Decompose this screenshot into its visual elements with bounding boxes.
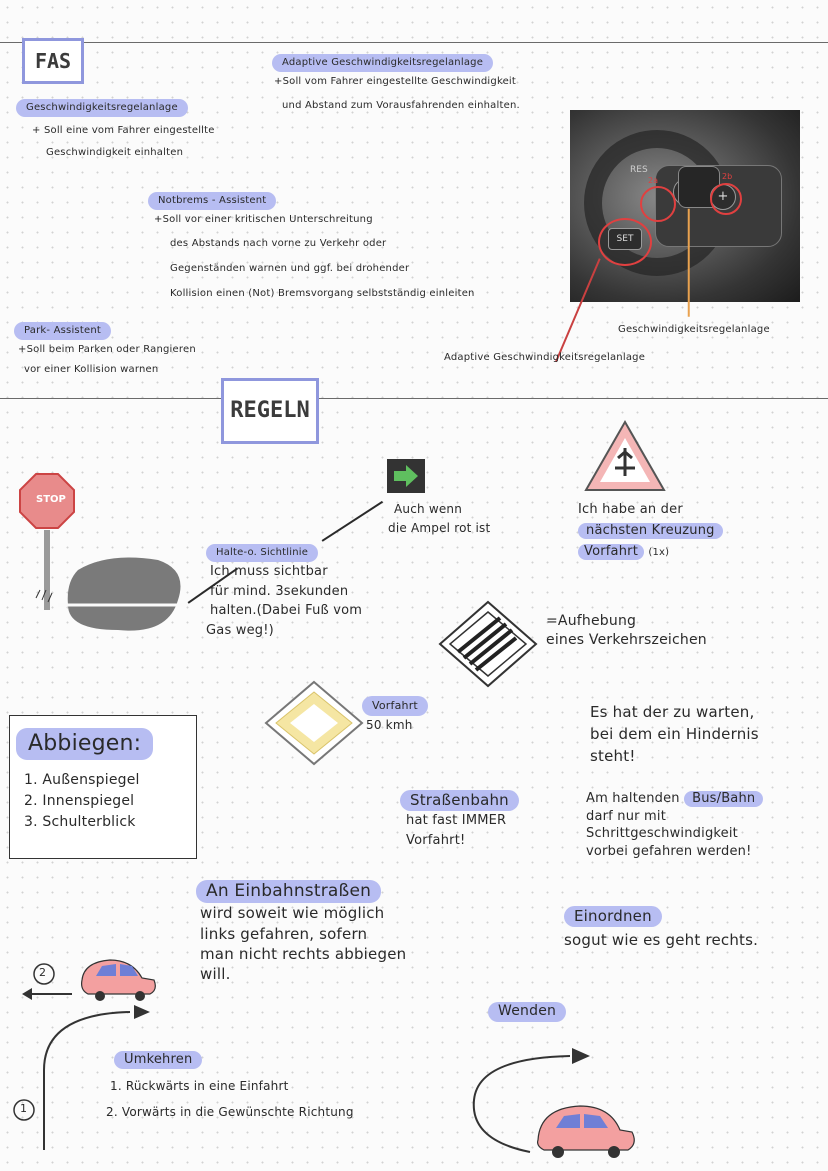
abbiegen-item-1: 1. Außenspiegel (24, 772, 140, 788)
vorfahrtstrasse-speed: 50 kmh (366, 717, 413, 732)
tag-2b: 2b (722, 172, 733, 181)
pointer-gra (688, 209, 690, 317)
ring-set (598, 218, 652, 266)
gruenpfeil-line-2: die Ampel rot ist (388, 521, 491, 536)
einordnen-line: sogut wie es geht rechts. (564, 930, 759, 949)
bus-line-3: vorbei gefahren werden! (586, 843, 752, 859)
abbiegen-box (9, 715, 197, 859)
notbrems-block (148, 188, 475, 302)
abbiegen-title: Abbiegen: (16, 728, 153, 760)
einbahn-label: An Einbahnstraßen (196, 880, 381, 903)
ring-minus (640, 186, 676, 222)
umkehren-item-1: 1. Rückwärts in eine Einfahrt (110, 1079, 289, 1094)
bus-line-2: Schrittgeschwindigkeit (586, 826, 738, 842)
top-divider (0, 42, 828, 43)
middle-divider (0, 398, 828, 399)
abbiegen-item-3: 3. Schulterblick (24, 814, 136, 830)
gra-line-2: Geschwindigkeit einhalten (46, 147, 184, 158)
umkehren-block (106, 1048, 354, 1120)
notbrems-label: Notbrems - Assistent (148, 192, 276, 210)
aufhebung-block (546, 612, 707, 650)
einbahn-line-2: links gefahren, sofern (200, 924, 368, 943)
strassenbahn-line-2: Vorfahrt! (406, 832, 466, 848)
fas-title: FAS (22, 38, 84, 84)
strassenbahn-label: Straßenbahn (400, 790, 519, 811)
strassenbahn-block (400, 790, 519, 850)
caption-gra: Geschwindigkeitsregelanlage (618, 324, 770, 335)
aufhebung-line-2: eines Verkehrszeichen (546, 631, 707, 648)
gra-line-1: + Soll eine vom Fahrer eingestellte (32, 125, 215, 136)
hindernis-block (590, 702, 759, 767)
notbrems-line-4: Kollision einen (Not) Bremsvorgang selbstständig einleiten (170, 288, 475, 299)
tag-2a: 2a (648, 176, 658, 185)
vorfahrtstrasse-block (362, 694, 428, 735)
acc-line-2: und Abstand zum Vorausfahrenden einhalten. (282, 100, 520, 111)
vorfahrt-naechste-line-2: nächsten Kreuzung (578, 523, 723, 539)
gruenpfeil-line-1: Auch wenn (394, 502, 463, 516)
umkehren-item-2: 2. Vorwärts in die Gewünschte Richtung (106, 1105, 354, 1120)
einordnen-label: Einordnen (564, 906, 662, 927)
ring-plus (710, 183, 742, 215)
haltelinie-label: Halte-o. Sichtlinie (206, 544, 318, 562)
acc-label: Adaptive Geschwindigkeitsregelanlage (272, 54, 493, 72)
park-line-1: +Soll beim Parken oder Rangieren (18, 344, 196, 355)
haltelinie-line-4: Gas weg!) (206, 622, 274, 638)
vorfahrt-naechste-line-3: Vorfahrt (578, 544, 644, 560)
park-line-2: vor einer Kollision warnen (24, 364, 159, 375)
vorfahrtstrasse-sign-icon (264, 680, 364, 766)
bus-block (586, 790, 763, 860)
gra-block (16, 95, 215, 161)
haltelinie-line-2: für mind. 3sekunden (210, 583, 349, 599)
regeln-title: REGELN (221, 378, 319, 444)
strassenbahn-line-1: hat fast IMMER (406, 812, 507, 828)
res-label: RES (630, 165, 648, 175)
park-label: Park- Assistent (14, 322, 111, 340)
bus-line-1: darf nur mit (586, 808, 667, 824)
marker-two: 2 (39, 966, 46, 979)
hindernis-line-2: bei dem ein Hindernis (590, 724, 759, 743)
steering-wheel-photo (570, 110, 800, 302)
vorfahrt-naechste-line-1: Ich habe an der (578, 502, 683, 517)
set-button: SET (608, 228, 642, 250)
hindernis-line-1: Es hat der zu warten, (590, 703, 755, 721)
einbahn-line-1: wird soweit wie möglich (200, 904, 385, 923)
hindernis-line-3: steht! (590, 746, 636, 765)
abbiegen-item-2: 2. Innenspiegel (24, 793, 135, 809)
green-arrow-sign-icon (386, 458, 426, 494)
haltelinie-block (206, 540, 362, 640)
acc-block (272, 50, 520, 114)
vorfahrt-warning-icon (582, 418, 668, 494)
aufhebung-sign-icon (438, 600, 538, 688)
bus-label: Bus/Bahn (684, 791, 763, 807)
notbrems-line-2: des Abstands nach vorne zu Verkehr oder (170, 238, 387, 249)
acc-line-1: +Soll vom Fahrer eingestellte Geschwindigkeit (274, 76, 517, 87)
notbrems-line-1: +Soll vor einer kritischen Unterschreitung (154, 214, 373, 225)
haltelinie-line-1: Ich muss sichtbar (210, 564, 328, 579)
gra-label: Geschwindigkeitsregelanlage (16, 99, 188, 117)
haltelinie-line-3: halten.(Dabei Fuß vom (210, 603, 363, 618)
umkehren-label: Umkehren (114, 1051, 202, 1069)
vorfahrtstrasse-label: Vorfahrt (362, 696, 428, 716)
wenden-label: Wenden (488, 1002, 566, 1022)
vorfahrt-naechste-suffix: (1x) (648, 546, 670, 558)
einbahn-line-4: will. (200, 965, 231, 983)
marker-one: 1 (20, 1102, 27, 1115)
plus-button: + (710, 184, 736, 210)
einbahn-line-3: man nicht rechts abbiegen (200, 944, 407, 963)
stop-label: STOP (36, 494, 66, 505)
caption-acc: Adaptive Geschwindigkeitsregelanlage (444, 352, 646, 363)
notbrems-line-3: Gegenständen warnen und ggf. bei drohender (170, 263, 410, 274)
bus-prefix: Am haltenden (586, 791, 680, 806)
einordnen-block (564, 906, 758, 949)
gruenpfeil-pointer (322, 501, 383, 541)
vorfahrt-naechste-block (578, 500, 723, 562)
aufhebung-line-1: =Aufhebung (546, 613, 637, 629)
einbahn-block (196, 880, 406, 984)
park-block (14, 318, 196, 378)
wenden-diagram (460, 1040, 650, 1165)
gruenpfeil-block (388, 500, 490, 538)
